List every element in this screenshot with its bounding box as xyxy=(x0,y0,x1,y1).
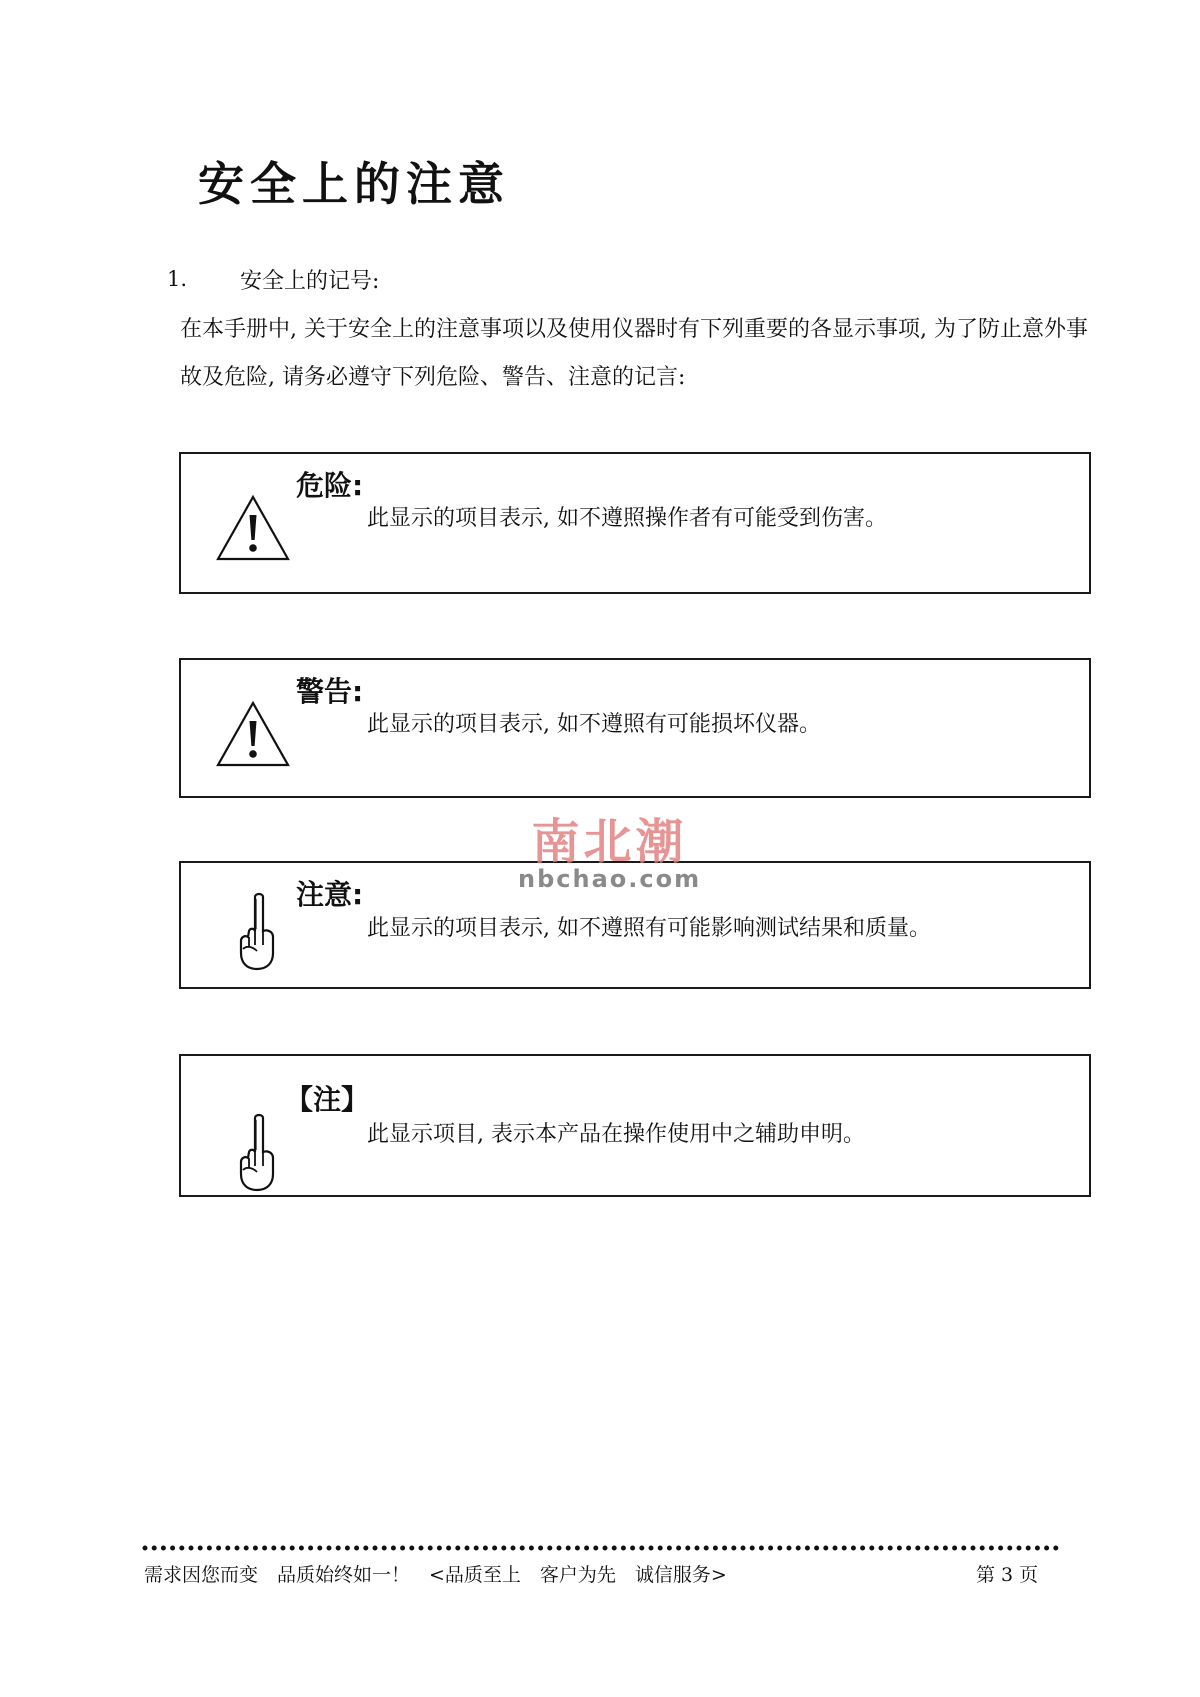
danger-heading: 危险: xyxy=(296,469,364,502)
warning-triangle-icon xyxy=(215,494,291,566)
caution-text: 此显示的项目表示, 如不遵照有可能影响测试结果和质量。 xyxy=(367,916,931,941)
watermark-url: nbchao.com xyxy=(518,865,702,893)
danger-notice-box xyxy=(179,452,1091,594)
warning-notice-box xyxy=(179,658,1091,798)
note-notice-box xyxy=(179,1054,1091,1197)
warning-triangle-icon xyxy=(215,700,291,772)
note-text: 此显示项目, 表示本产品在操作使用中之辅助申明。 xyxy=(367,1122,865,1147)
page-title: 安全上的注意 xyxy=(198,157,510,211)
watermark-chinese: 南北潮 xyxy=(531,814,688,870)
intro-paragraph: 在本手册中, 关于安全上的注意事项以及使用仪器时有下列重要的各显示事项, 为了防止意外事故及危险, 请务必遵守下列危险、警告、注意的记言: xyxy=(180,317,1088,390)
pointing-hand-icon xyxy=(235,891,279,975)
page-number: 第 3 页 xyxy=(976,1564,1039,1586)
pointing-hand-icon xyxy=(235,1112,279,1196)
caution-heading: 注意: xyxy=(296,878,364,911)
warning-text: 此显示的项目表示, 如不遵照有可能损坏仪器。 xyxy=(367,712,821,737)
danger-text: 此显示的项目表示, 如不遵照操作者有可能受到伤害。 xyxy=(367,506,887,531)
section-heading: 安全上的记号: xyxy=(240,269,380,294)
footer-dotted-divider xyxy=(142,1538,1066,1557)
note-heading: 【注】 xyxy=(285,1083,370,1116)
watermark xyxy=(518,815,701,891)
footer-slogan: 需求因您而变 品质始终如一！ <品质至上 客户为先 诚信服务> xyxy=(144,1564,727,1586)
section-number: 1. xyxy=(167,267,188,291)
warning-heading: 警告: xyxy=(296,675,364,708)
